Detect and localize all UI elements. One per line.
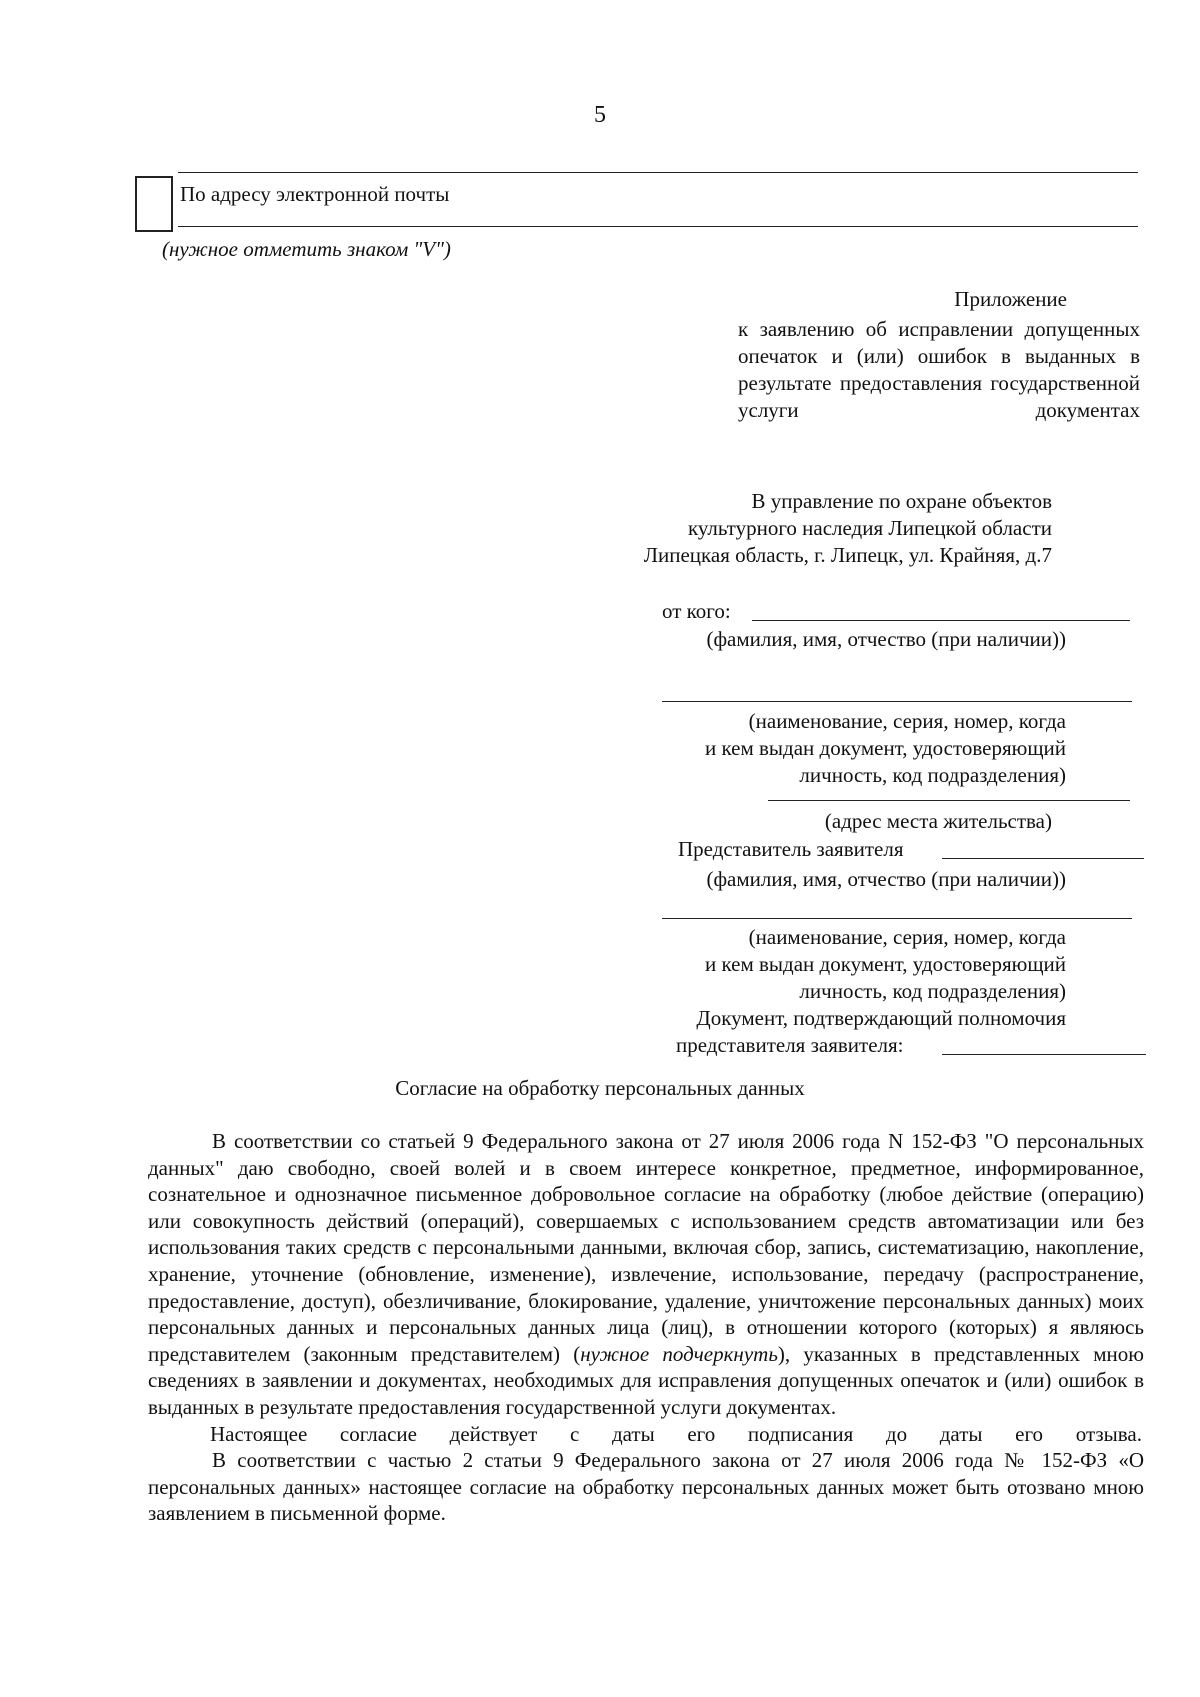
appendix-body	[738, 316, 1140, 424]
addressee-line-3: Липецкая область, г. Липецк, ул. Крайняя, д.7	[643, 543, 1052, 567]
representative-doc-caption-2: и кем выдан документ, удостоверяющий	[704, 952, 1066, 976]
representative-field[interactable]	[942, 858, 1144, 859]
email-option-label: По адресу электронной почты	[180, 182, 450, 206]
appendix-title: Приложение	[954, 287, 1067, 311]
representative-doc-caption-3: личность, код подразделения)	[799, 979, 1066, 1003]
consent-paragraph-1	[148, 1128, 1144, 1421]
representative-document-field[interactable]	[662, 918, 1132, 919]
consent-title: Согласие на обработку персональных данных	[395, 1076, 805, 1100]
applicant-document-field[interactable]	[662, 701, 1132, 702]
applicant-doc-caption-2: и кем выдан документ, удостоверяющий	[704, 736, 1066, 760]
applicant-address-field[interactable]	[768, 800, 1130, 801]
representative-label: Представитель заявителя	[678, 837, 904, 861]
applicant-fio-caption: (фамилия, имя, отчество (при наличии))	[706, 627, 1066, 651]
from-label: от кого:	[662, 599, 731, 623]
email-option-checkbox[interactable]	[135, 176, 173, 232]
applicant-doc-caption-3: личность, код подразделения)	[799, 763, 1066, 787]
appendix-body-text: к заявлению об исправлении допущенных опечаток и (или) ошибок в выданных в результате предоставления государственной услуги документах	[738, 317, 1140, 422]
representative-fio-caption: (фамилия, имя, отчество (при наличии))	[706, 867, 1066, 891]
applicant-doc-caption-1: (наименование, серия, номер, когда	[748, 709, 1066, 733]
consent-underline-hint: нужное подчеркнуть	[580, 1341, 778, 1366]
consent-paragraph-1-part-1: В соответствии со статьей 9 Федерального закона от 27 июля 2006 года N 152-ФЗ "О персональных данных" даю свободно, своей волей и в своем интересе конкретное, предметное, информированное, сознательное и однозначное письменное добровольное согласие на обработку (любое действие (операцию) или совокупность действий (операций), совершаемых с использованием средств автоматизации или без использования таких средств с персональными данными, включая сбор, запись, систематизацию, накопление, хранение, уточнение (обновление, изменение), извлечение, использование, передачу (распространение, предоставление, доступ), обезличивание, блокирование, удаление, уничтожение персональных данных) моих персональных данных и персональных данных лица (лиц), в отношении которого (которых) я являюсь представителем (законным представителем) (	[148, 1129, 1144, 1366]
consent-body	[148, 1128, 1144, 1527]
consent-paragraph-2: Настоящее согласие действует с даты его подписания до даты его отзыва.	[210, 1421, 1142, 1446]
option-top-rule	[178, 172, 1138, 173]
from-field[interactable]	[752, 620, 1130, 621]
option-bottom-rule	[178, 226, 1138, 227]
page-number: 5	[594, 102, 606, 128]
authority-document-line-1: Документ, подтверждающий полномочия	[696, 1006, 1066, 1030]
authority-document-line-2: представителя заявителя:	[676, 1033, 904, 1057]
addressee-line-1: В управление по охране объектов	[751, 489, 1052, 513]
mark-hint: (нужное отметить знаком "V")	[162, 237, 451, 261]
representative-doc-caption-1: (наименование, серия, номер, когда	[748, 925, 1066, 949]
consent-paragraph-1-part-2: ), указанных в представленных мною сведениях в заявлении и документах, необходимых для исправления допущенных опечаток и (или) ошибок в выданных в результате предоставления государственной услуги документах.	[148, 1341, 1144, 1419]
authority-document-field[interactable]	[942, 1054, 1146, 1055]
consent-paragraph-3: В соответствии с частью 2 статьи 9 Федерального закона от 27 июля 2006 года № 152-ФЗ «О персональных данных» настоящее согласие на обработку персональных данных может быть отозвано мною заявлением в письменной форме.	[148, 1448, 1144, 1526]
addressee-line-2: культурного наследия Липецкой области	[687, 516, 1052, 540]
applicant-address-caption: (адрес места жительства)	[824, 809, 1052, 833]
